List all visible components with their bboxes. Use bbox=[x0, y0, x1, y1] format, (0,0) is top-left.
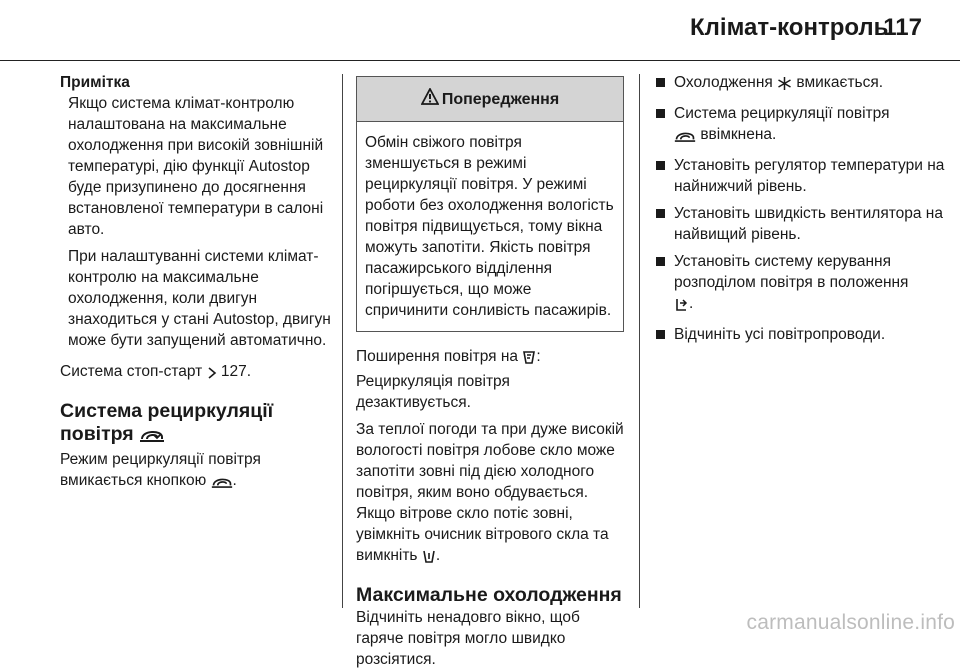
column-right bbox=[656, 72, 946, 351]
recirculation-text-body: Режим рециркуляції повітря вмикається кнопкою bbox=[60, 451, 261, 489]
step-1-text: Охолодження bbox=[674, 74, 773, 91]
bullet-icon bbox=[656, 161, 665, 170]
max-cooling-text: Відчиніть ненадовго вікно, щоб гаряче повітря могло швидко розсіятися. bbox=[356, 609, 580, 668]
snowflake-icon bbox=[777, 76, 792, 97]
step-3-text: Установіть регулятор температури на найнижчий рівень. bbox=[674, 157, 945, 195]
header-divider bbox=[0, 60, 960, 61]
recirculation-heading-line1: Система рециркуляції bbox=[60, 400, 274, 422]
bullet-icon bbox=[656, 330, 665, 339]
watermark: carmanualsonline.info bbox=[746, 611, 955, 634]
stopstart-reference bbox=[60, 361, 332, 386]
fogging-paragraph bbox=[356, 419, 624, 570]
warning-box bbox=[356, 76, 624, 332]
note-title: Примітка bbox=[60, 74, 130, 91]
step-5-text: Установіть систему керування розподілом повітря в положення bbox=[674, 253, 909, 291]
bullet-icon bbox=[656, 109, 665, 118]
column-left bbox=[60, 72, 332, 495]
step-2-text: Система рециркуляції повітря bbox=[674, 105, 890, 122]
step-6-text: Відчиніть усі повітропроводи. bbox=[674, 326, 886, 343]
distribution-colon: : bbox=[536, 348, 541, 365]
bullet-icon bbox=[656, 257, 665, 266]
recirculation-heading-line2: повітря bbox=[60, 423, 134, 445]
step-4-text: Установіть швидкість вентилятора на найвищий рівень. bbox=[674, 205, 943, 243]
list-item bbox=[656, 72, 946, 97]
stopstart-text: Система стоп-старт bbox=[60, 363, 203, 380]
note-body bbox=[60, 93, 332, 351]
step-2-text-end: ввімкнена. bbox=[700, 126, 777, 143]
max-cooling-steps bbox=[656, 72, 946, 345]
fogging-text-end: . bbox=[435, 547, 441, 564]
stopstart-page-link[interactable]: 127. bbox=[220, 363, 252, 380]
list-item bbox=[656, 155, 946, 197]
bullet-icon bbox=[656, 209, 665, 218]
list-item bbox=[656, 203, 946, 245]
bullet-icon bbox=[656, 78, 665, 87]
recirculation-icon bbox=[139, 426, 165, 449]
column-middle bbox=[356, 72, 624, 670]
windscreen-defrost-icon bbox=[422, 549, 436, 570]
recirculation-text-end: . bbox=[232, 472, 237, 489]
recirculation-button-icon bbox=[211, 474, 233, 495]
recirculation-text bbox=[60, 449, 332, 495]
warning-triangle-icon bbox=[421, 88, 439, 111]
page-number: 117 bbox=[883, 14, 922, 41]
distribution-text: Поширення повітря на bbox=[356, 348, 519, 365]
step-5-text-end: . bbox=[689, 295, 694, 312]
list-item bbox=[656, 103, 946, 149]
list-item bbox=[656, 251, 946, 318]
column-divider-2 bbox=[639, 74, 640, 608]
recirculation-icon bbox=[674, 128, 696, 149]
warning-text: Обмін свіжого повітря зменшується в режимі рециркуляції повітря. У режимі роботи без охолодження вологість повітря підвищується, тому вікна можуть запотіти. Якість повітря пасажирського відділення погіршується, що може спричинити сонливість пасажирів. bbox=[365, 134, 614, 319]
list-item bbox=[656, 324, 946, 345]
recirculation-heading bbox=[60, 400, 332, 449]
step-1-text-end: вмикається. bbox=[796, 74, 884, 91]
distribution-paragraph bbox=[356, 346, 624, 413]
max-cooling-heading: Максимальне охолодження bbox=[356, 584, 622, 606]
warning-header bbox=[357, 77, 623, 122]
warning-title: Попередження bbox=[441, 90, 560, 108]
page-title: Клімат-контроль bbox=[690, 14, 889, 41]
face-airflow-icon bbox=[674, 297, 689, 318]
note-paragraph-2: При налаштуванні системи клімат-контролю на максимальне охолодження, коли двигун знаходиться у стані Autostop, двигун може бути запущений автоматично. bbox=[68, 248, 331, 349]
column-divider-1 bbox=[342, 74, 343, 608]
note-paragraph-1: Якщо система клімат-контролю налаштована на максимальне охолодження при високій зовнішній температурі, дію функції Autostop буде призупинено до досягнення встановленої температури в салоні авто. bbox=[68, 95, 324, 238]
distribution-recirc-off: Рециркуляція повітря дезактивується. bbox=[356, 373, 510, 411]
page-ref-arrow-icon bbox=[207, 365, 217, 386]
windscreen-airflow-icon bbox=[522, 350, 536, 371]
fogging-text: За теплої погоди та при дуже високій вологості повітря лобове скло може запотіти зовні під дією холодного повітря, яким воно обдувається. Якщо вітрове скло потіє зовні, увімкніть очисник вітрового скла та вимкніть bbox=[356, 421, 624, 564]
